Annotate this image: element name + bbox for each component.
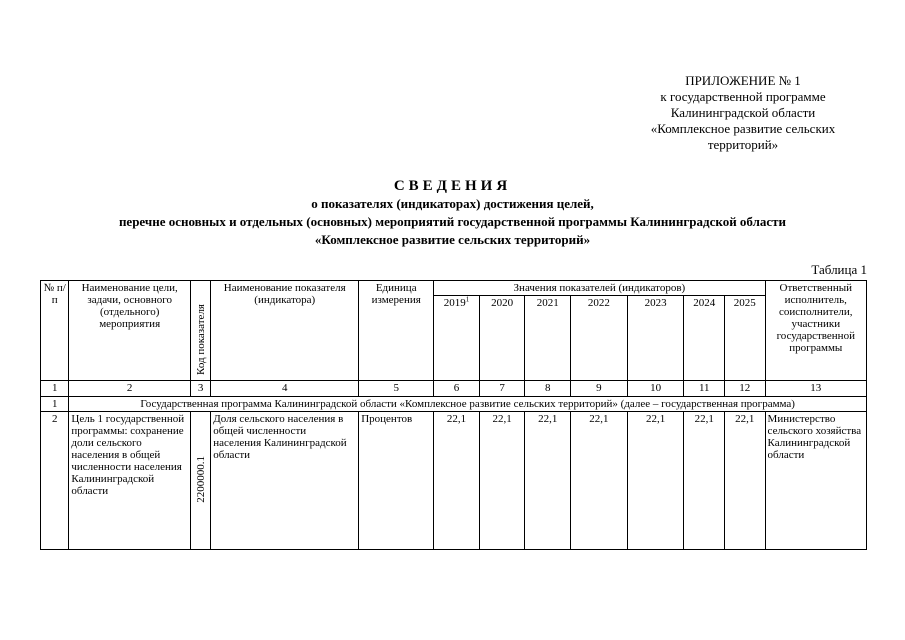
heading-line: перечне основных и отдельных (основных) мероприятий государственной программы Калининградской области — [118, 214, 787, 229]
header-code-label: Код показателя — [194, 304, 207, 375]
appendix-line: к государственной программе — [660, 89, 826, 104]
appendix-line: «Комплексное развитие сельских — [650, 121, 836, 136]
indicators-table — [40, 280, 867, 550]
appendix-line: ПРИЛОЖЕНИЕ № 1 — [685, 73, 801, 88]
row-code — [190, 412, 210, 550]
column-number: 11 — [684, 381, 725, 397]
column-number: 9 — [570, 381, 627, 397]
appendix-note — [628, 73, 858, 153]
header-num: № п/п — [41, 281, 69, 381]
table-row — [41, 412, 867, 550]
header-row — [41, 281, 867, 296]
year-header: 2024 — [684, 296, 725, 381]
row-value: 22,1 — [434, 412, 480, 550]
year-header: 2025 — [725, 296, 766, 381]
row-unit: Процентов — [359, 412, 434, 550]
column-number: 8 — [525, 381, 571, 397]
header-values-group: Значения показателей (индикаторов) — [434, 281, 765, 296]
row-responsible: Министерство сельского хозяйства Калининградской области — [765, 412, 866, 550]
heading-line: «Комплексное развитие сельских территорий» — [314, 232, 591, 247]
year-header: 2021 — [525, 296, 571, 381]
header-code — [190, 281, 210, 381]
column-number: 10 — [627, 381, 684, 397]
row-num: 2 — [41, 412, 69, 550]
program-row-text: Государственная программа Калининградской области «Комплексное развитие сельских территорий» (далее – государственная программа) — [69, 397, 867, 412]
row-value: 22,1 — [627, 412, 684, 550]
row-value: 22,1 — [684, 412, 725, 550]
document-heading — [40, 177, 865, 249]
year-header: 2020 — [479, 296, 525, 381]
column-number: 4 — [211, 381, 359, 397]
column-number-row — [41, 381, 867, 397]
row-code-value: 2200000.1 — [194, 455, 207, 503]
year-header: 2022 — [570, 296, 627, 381]
column-number: 1 — [41, 381, 69, 397]
program-row — [41, 397, 867, 412]
row-goal-name: Цель 1 государственной программы: сохранение доли сельского населения в общей численности населения Калининградской области — [69, 412, 191, 550]
table-label: Таблица 1 — [811, 262, 867, 277]
row-value: 22,1 — [725, 412, 766, 550]
column-number: 6 — [434, 381, 480, 397]
row-value: 22,1 — [479, 412, 525, 550]
year-header: 2023 — [627, 296, 684, 381]
row-value: 22,1 — [525, 412, 571, 550]
column-number: 5 — [359, 381, 434, 397]
header-name: Наименование цели, задачи, основного (отдельного) мероприятия — [69, 281, 191, 381]
column-number: 12 — [725, 381, 766, 397]
appendix-line: Калининградской области — [670, 105, 816, 120]
column-number: 7 — [479, 381, 525, 397]
document-title: СВЕДЕНИЯ — [393, 178, 512, 194]
column-number: 3 — [190, 381, 210, 397]
heading-line: о показателях (индикаторах) достижения целей, — [311, 196, 594, 211]
program-row-num: 1 — [41, 397, 69, 412]
header-unit: Единица измерения — [359, 281, 434, 381]
header-indicator: Наименование показателя (индикатора) — [211, 281, 359, 381]
header-responsible: Ответственный исполнитель, соисполнители, участники государственной программы — [765, 281, 866, 381]
row-value: 22,1 — [570, 412, 627, 550]
column-number: 13 — [765, 381, 866, 397]
column-number: 2 — [69, 381, 191, 397]
appendix-line: территорий» — [707, 137, 779, 152]
row-indicator: Доля сельского населения в общей численности населения Калининградской области — [211, 412, 359, 550]
year-header: 2019$^1$ — [434, 296, 480, 381]
